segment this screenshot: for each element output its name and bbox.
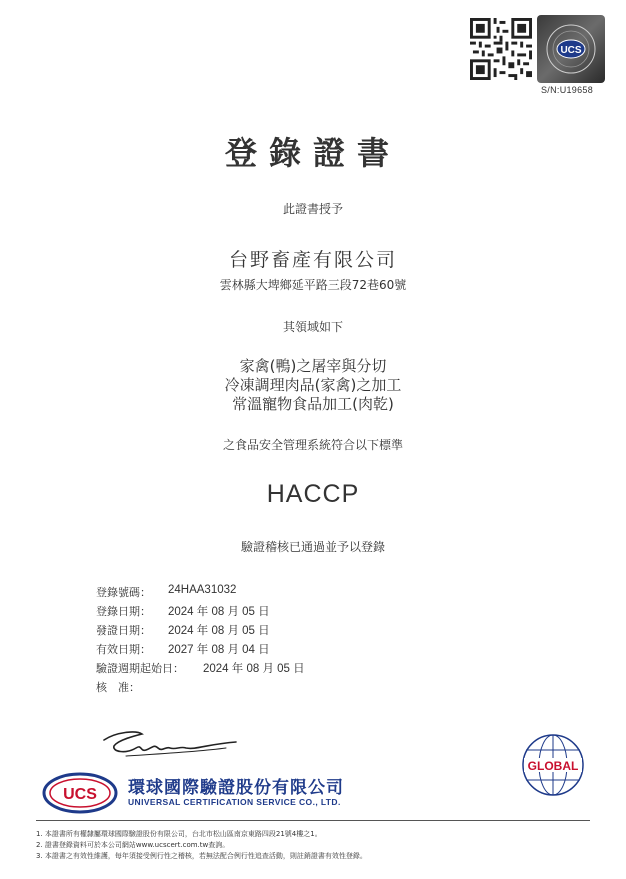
serial-number: S/N:U19658 xyxy=(541,85,594,95)
global-text: GLOBAL xyxy=(527,759,579,773)
reg-date-value: 2024 年 08 月 05 日 xyxy=(168,606,270,618)
reg-date-row xyxy=(96,603,305,622)
footer-note: 1. 本證書所有權隸屬環球國際驗證股份有限公司，台北市松山區南京東路四段21號4樓之1。 xyxy=(36,830,322,838)
footer-note: 2. 證書登錄資料可於本公司網站www.ucscert.com.tw查詢。 xyxy=(36,841,230,849)
approve-row xyxy=(96,679,305,698)
reg-no-value: 24HAA31032 xyxy=(168,584,237,596)
certificate-title: 登錄證書 xyxy=(224,134,401,172)
seal-text: UCS xyxy=(560,45,582,56)
cycle-start-label: 驗證週期起始日： xyxy=(96,662,184,675)
company-name-zh: 環球國際驗證股份有限公司 xyxy=(128,778,344,798)
standard-name: HACCP xyxy=(266,480,360,508)
grant-line: 此證書授予 xyxy=(282,202,343,216)
approve-label: 核 准： xyxy=(96,681,140,694)
company-address: 雲林縣大埤鄉延平路三段72巷60號 xyxy=(219,278,407,292)
company-name-en: UNIVERSAL CERTIFICATION SERVICE CO., LTD. xyxy=(128,797,341,807)
approved-line: 驗證稽核已通過並予以登錄 xyxy=(240,540,385,554)
valid-date-value: 2027 年 08 月 04 日 xyxy=(168,644,270,656)
ucs-hologram-seal xyxy=(537,15,605,83)
logo-text: UCS xyxy=(63,786,97,803)
global-globe-icon xyxy=(520,732,586,798)
footer-divider xyxy=(36,820,590,821)
scope-item: 冷凍調理肉品(家禽)之加工 xyxy=(224,376,402,394)
cycle-start-row xyxy=(96,660,305,679)
standard-label: 之食品安全管理系統符合以下標準 xyxy=(222,438,403,452)
ucs-logo xyxy=(40,772,130,814)
reg-no-label: 登錄號碼： xyxy=(96,586,151,599)
domain-label: 其領域如下 xyxy=(282,320,343,334)
issue-date-label: 發證日期： xyxy=(96,624,151,637)
valid-date-row xyxy=(96,641,305,660)
company-name: 台野畜產有限公司 xyxy=(228,249,397,271)
reg-date-label: 登錄日期： xyxy=(96,605,151,618)
valid-date-label: 有效日期： xyxy=(96,643,151,656)
signature xyxy=(96,722,246,762)
reg-no-row xyxy=(96,584,305,603)
cycle-start-value: 2024 年 08 月 05 日 xyxy=(203,663,305,675)
certificate-details xyxy=(96,584,305,698)
footer-note: 3. 本證書之有效性維護，每年須接受例行性之稽核，若無法配合例行性追查活動，則註銷證書有效性登錄。 xyxy=(36,852,367,860)
scope-item: 常溫寵物食品加工(肉乾) xyxy=(232,395,394,413)
footer-notes xyxy=(36,829,367,862)
issue-date-value: 2024 年 08 月 05 日 xyxy=(168,625,270,637)
qr-code-icon xyxy=(470,18,532,80)
issue-date-row xyxy=(96,622,305,641)
scope-item: 家禽(鴨)之屠宰與分切 xyxy=(239,357,387,375)
scope-list xyxy=(0,357,626,414)
